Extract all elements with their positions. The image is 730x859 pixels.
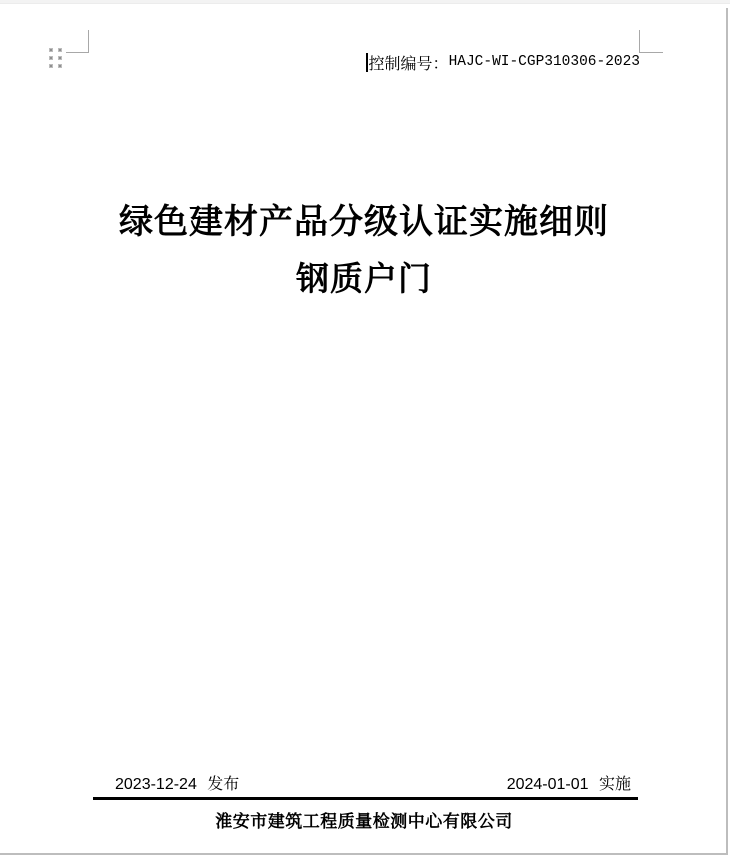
margin-crop-mark-top-left: [66, 30, 89, 53]
publish-date[interactable]: [115, 771, 239, 794]
date-row: [89, 771, 639, 794]
grid-dot: [49, 48, 53, 52]
effective-date-value: 2024-01-01: [506, 776, 589, 793]
document-title[interactable]: 绿色建材产品分级认证实施细则: [119, 203, 609, 241]
margin-grid-dots-icon: [49, 48, 62, 68]
grid-dot: [58, 56, 62, 60]
control-number-line[interactable]: [366, 51, 640, 73]
effective-date[interactable]: [507, 771, 631, 794]
text-cursor: [366, 53, 368, 72]
page-top-edge: [0, 0, 730, 4]
footer-divider-line: [93, 797, 638, 800]
grid-dot: [58, 64, 62, 68]
publish-date-label: 发布: [207, 776, 240, 793]
grid-dot: [49, 64, 53, 68]
page-bottom-edge: [0, 853, 727, 855]
margin-crop-mark-top-right: [639, 30, 663, 53]
grid-dot: [58, 48, 62, 52]
document-subtitle[interactable]: 钢质户门: [296, 260, 432, 297]
page-right-edge: [726, 8, 728, 855]
effective-date-label: 实施: [598, 776, 631, 793]
control-number-label: 控制编号：: [368, 55, 449, 73]
company-name[interactable]: 淮安市建筑工程质量检测中心有限公司: [215, 812, 513, 831]
grid-dot: [49, 56, 53, 60]
publish-date-value: 2023-12-24: [115, 776, 197, 793]
control-number-value: HAJC-WI-CGP310306-2023: [448, 54, 640, 70]
